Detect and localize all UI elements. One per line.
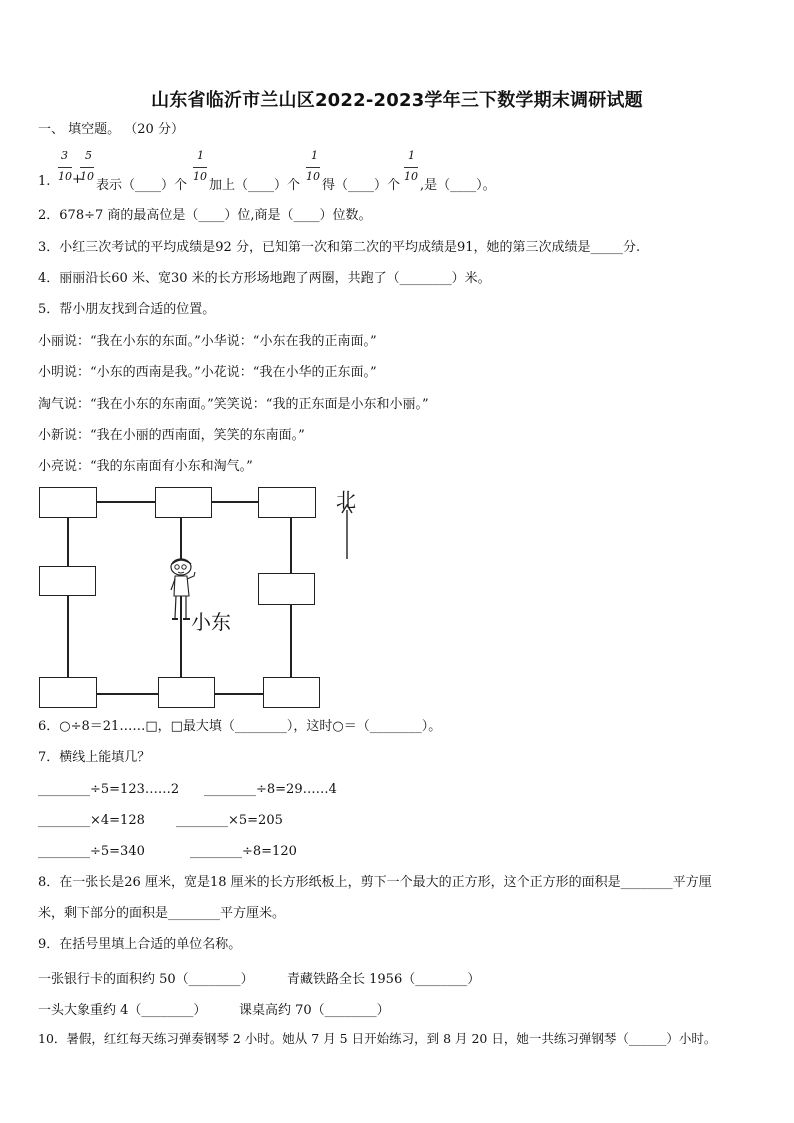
question-2: 2．678÷7 商的最高位是（____）位,商是（____）位数。 [38, 208, 372, 223]
q7-blank-1[interactable]: ________÷5=123……2 [38, 782, 180, 797]
question-10: 10．暑假，红红每天练习弹奏钢琴 2 小时。她从 7 月 5 日开始练习，到 8 月 20 日，她一共练习弹钢琴（______）小时。 [38, 1031, 717, 1046]
q1-fraction-4-denominator: 10 [306, 170, 320, 183]
north-label: 北 [336, 488, 356, 512]
answer-box-top-left[interactable] [39, 487, 97, 518]
person-label-xiaodong: 小东 [191, 610, 231, 634]
answer-box-bottom-center[interactable] [158, 677, 215, 708]
question-8-line-1: 8．在一张长是26 厘米，宽是18 厘米的长方形纸板上，剪下一个最大的正方形，这个正方形的面积是________平方厘 [38, 875, 712, 890]
q9-item-3[interactable]: 一头大象重约 4（________） [38, 1003, 207, 1018]
q9-item-4[interactable]: 课桌高约 70（________） [239, 1003, 390, 1018]
answer-box-bottom-left[interactable] [39, 677, 97, 708]
diagram-line-top-right [212, 501, 258, 503]
q1-fraction-3-denominator: 10 [193, 170, 207, 183]
diagram-line-bottom-left [97, 693, 158, 695]
q1-number: 1. [38, 174, 51, 189]
q7-blank-6[interactable]: ________÷8=120 [190, 844, 297, 859]
question-5-statement-3: 淘气说：“我在小东的东南面。”笑笑说：“我的正东面是小东和小丽。” [38, 397, 429, 412]
q1-text-4: ,是（____）。 [420, 178, 496, 193]
answer-box-middle-left[interactable] [39, 566, 96, 596]
q1-fraction-1-numerator: 3 [61, 149, 68, 162]
q1-fraction-5-numerator: 1 [408, 149, 415, 162]
q1-fraction-2-bar [80, 167, 94, 168]
answer-box-top-center[interactable] [155, 487, 212, 518]
q1-text-2: 加上（____）个 [209, 178, 301, 193]
q1-plus: + [72, 172, 83, 187]
question-8-line-2: 米，剩下部分的面积是________平方厘米。 [38, 906, 286, 921]
q1-fraction-2-denominator: 10 [80, 170, 94, 183]
q9-item-1[interactable]: 一张银行卡的面积约 50（________） [38, 972, 254, 987]
question-9-stem: 9．在括号里填上合适的单位名称。 [38, 937, 242, 952]
q1-fraction-3-bar [193, 167, 207, 168]
q9-item-2[interactable]: 青藏铁路全长 1956（________） [287, 972, 481, 987]
diagram-line-bottom-right [215, 693, 263, 695]
question-5-statement-4: 小新说：“我在小丽的西南面，笑笑的东南面。” [38, 428, 305, 443]
answer-box-top-right[interactable] [258, 487, 316, 518]
question-5-statement-5: 小亮说：“我的东南面有小东和淘气。” [38, 459, 253, 474]
answer-box-middle-right[interactable] [258, 573, 315, 605]
diagram-line-right-lower [290, 605, 292, 677]
q7-blank-2[interactable]: ________÷8=29……4 [204, 782, 337, 797]
answer-box-bottom-right[interactable] [263, 677, 320, 708]
section-heading: 一、 填空题。 （20 分） [38, 122, 184, 137]
q7-blank-5[interactable]: ________÷5=340 [38, 844, 145, 859]
q7-blank-3[interactable]: ________×4=128 [38, 813, 145, 828]
diagram-line-left-upper [67, 518, 69, 566]
question-3: 3．小红三次考试的平均成绩是92 分，已知第一次和第二次的平均成绩是91，她的第三次成绩是_____分. [38, 240, 641, 255]
question-5-statement-1: 小丽说：“我在小东的东面。”小华说：“小东在我的正南面。” [38, 334, 377, 349]
q1-text-3: 得（____）个 [322, 178, 401, 193]
question-4: 4．丽丽沿长60 米、宽30 米的长方形场地跑了两圈，共跑了（________）米。 [38, 271, 491, 286]
q1-fraction-1-bar [58, 167, 72, 168]
question-6: 6．○÷8＝21……□，□最大填（________），这时○＝（________）。 [38, 719, 442, 734]
q1-fraction-5-denominator: 10 [404, 170, 418, 183]
q1-fraction-4-numerator: 1 [311, 149, 318, 162]
diagram-line-right-upper [290, 518, 292, 573]
question-7-stem: 7．横线上能填几？ [38, 750, 151, 765]
q1-text-1: 表示（____）个 [96, 178, 188, 193]
question-5-stem: 5．帮小朋友找到合适的位置。 [38, 302, 216, 317]
q1-fraction-4-bar [306, 167, 320, 168]
q1-fraction-2-numerator: 5 [85, 149, 92, 162]
q1-fraction-5-bar [404, 167, 418, 168]
north-arrow-icon [341, 504, 353, 560]
q1-fraction-1-denominator: 10 [58, 170, 72, 183]
diagram-line-left-lower [67, 596, 69, 677]
diagram-line-top-left [97, 501, 155, 503]
q7-blank-4[interactable]: ________×5=205 [176, 813, 283, 828]
q1-fraction-3-numerator: 1 [197, 149, 204, 162]
exam-title: 山东省临沂市兰山区2022-2023学年三下数学期末调研试题 [151, 90, 643, 111]
question-5-statement-2: 小明说：“小东的西南是我。”小花说：“我在小华的正东面。” [38, 365, 377, 380]
